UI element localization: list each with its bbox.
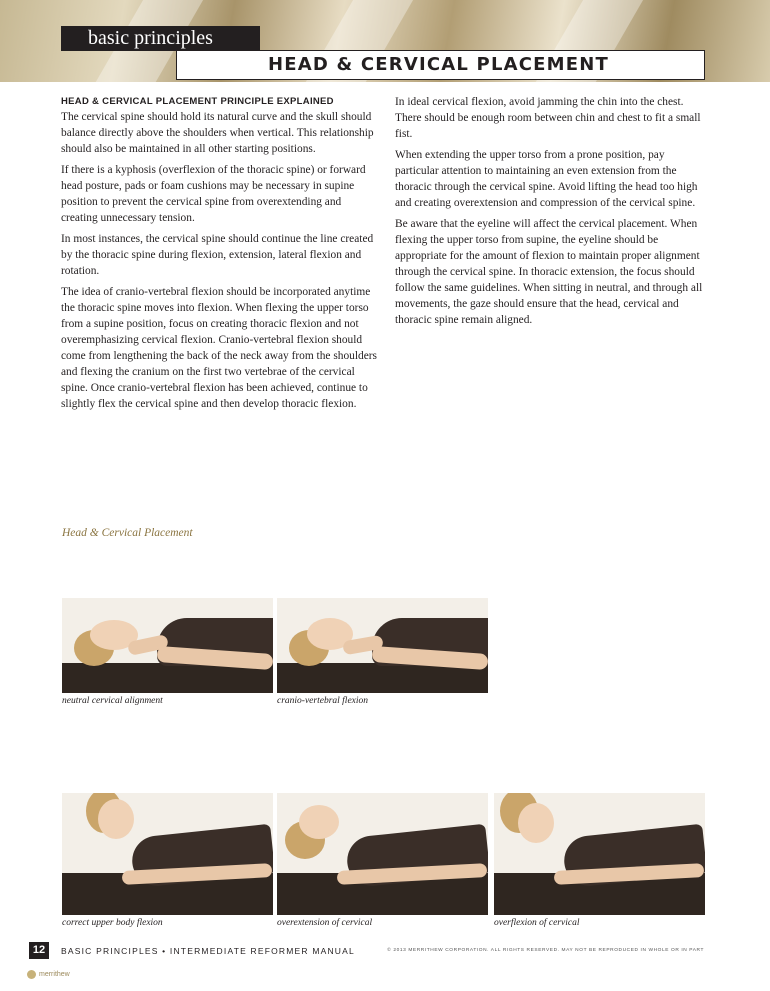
caption-neutral: neutral cervical alignment (62, 696, 163, 706)
photo-overextension-of-cervical (277, 793, 488, 915)
page-number: 12 (29, 942, 49, 959)
left-text-column (61, 94, 379, 417)
photo-cranio-vertebral-flexion (277, 598, 488, 693)
photo-overflexion-of-cervical (494, 793, 705, 915)
section-heading: HEAD & CERVICAL PLACEMENT PRINCIPLE EXPLAINED (61, 96, 334, 107)
paragraph: The idea of cranio-vertebral flexion should be incorporated anytime the thoracic spine moves into flexion. When flexing the upper torso from a supine position, focus on creating thoracic flexion and not overemphasizing cervical flexion. Cranio-vertebral flexion should come from lengthening the back of the neck away from the shoulders and flexing the cranium on the first two vertebrae of the cervical spine. Once cranio-vertebral flexion has been achieved, continue to slightly flex the cervical spine and then develop thoracic flexion. (61, 286, 377, 410)
paragraph: In most instances, the cervical spine should continue the line created by the thoracic spine during flexion, extension, lateral flexion and rotation. (61, 233, 374, 277)
paragraph: The cervical spine should hold its natural curve and the skull should balance directly above the shoulders when vertical. This relationship should also be maintained in all other starting positions. (61, 111, 374, 155)
paragraph: When extending the upper torso from a prone position, pay particular attention to maintaining an even extension from the thoracic through the cervical spine. Avoid lifting the head too high and creating overextension and compression of the cervical spine. (395, 149, 698, 209)
caption-cranio-vertebral: cranio-vertebral flexion (277, 696, 369, 706)
caption-correct-flexion: correct upper body flexion (62, 918, 163, 928)
right-text-column (395, 94, 710, 333)
photo-neutral-cervical-alignment (62, 598, 273, 693)
running-title: BASIC PRINCIPLES • INTERMEDIATE REFORMER MANUAL (61, 946, 355, 956)
brand-mark-icon (27, 970, 36, 979)
paragraph: Be aware that the eyeline will affect the cervical placement. When flexing the upper torso from supine, the eyeline should be appropriate for the amount of flexion to maintain proper alignment through the cervical spine. In thoracic extension, the focus should follow the same guidelines. When sitting in neutral, and through all movements, the gaze should ensure that the head, cervical and thoracic spine remain aligned. (395, 218, 703, 326)
paragraph: In ideal cervical flexion, avoid jamming the chin into the chest. There should be enough room between chin and chest to fit a small fist. (395, 96, 701, 140)
caption-overflexion: overflexion of cervical (494, 918, 580, 928)
copyright-notice: © 2013 MERRITHEW CORPORATION. ALL RIGHTS RESERVED. MAY NOT BE REPRODUCED IN WHOLE OR IN PART (387, 948, 704, 953)
page-title: HEAD & CERVICAL PLACEMENT (176, 50, 705, 80)
brand-name: merrithew (39, 971, 70, 978)
paragraph: If there is a kyphosis (overflexion of the thoracic spine) or forward head posture, pads or foam cushions may be necessary in supine position to prevent the cervical spine from overextending and creating unnecessary tension. (61, 164, 366, 224)
section-label: basic principles (61, 26, 260, 51)
caption-overextension: overextension of cervical (277, 918, 373, 928)
figure-title: Head & Cervical Placement (62, 527, 193, 539)
brand-logo (27, 970, 70, 979)
photo-correct-upper-body-flexion (62, 793, 273, 915)
